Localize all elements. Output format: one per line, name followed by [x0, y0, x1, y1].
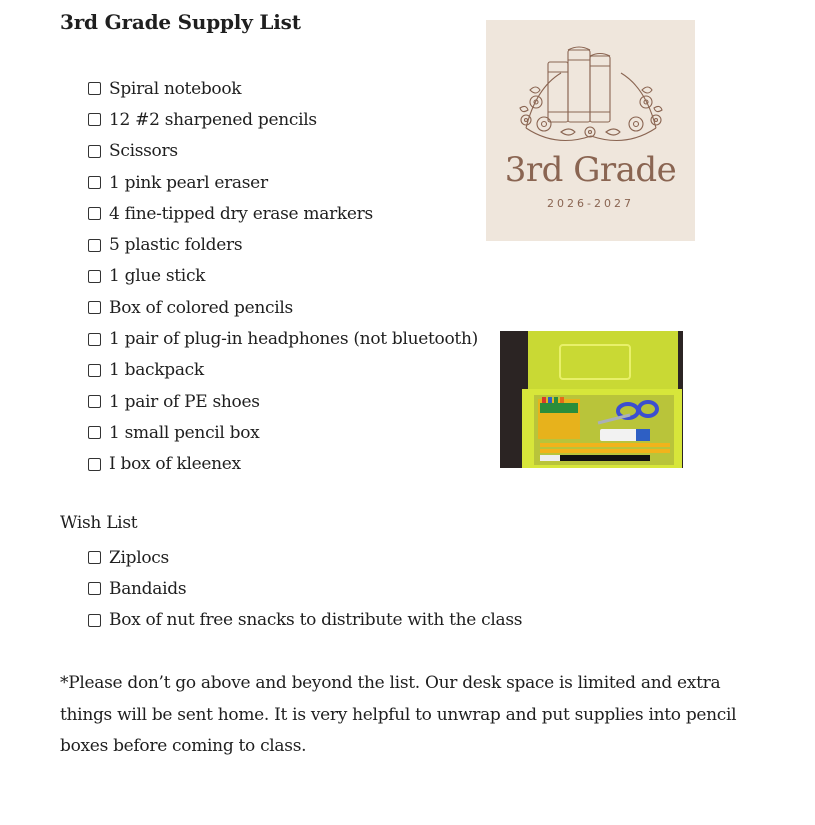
list-item	[88, 323, 478, 354]
checkbox[interactable]	[88, 176, 101, 189]
checkbox[interactable]	[88, 551, 101, 564]
item-label: Box of nut free snacks to distribute with the class	[109, 610, 523, 631]
checkbox[interactable]	[88, 82, 101, 95]
supply-list	[88, 73, 478, 480]
item-label: 12 #2 sharpened pencils	[109, 109, 317, 130]
item-label: 1 pair of PE shoes	[109, 391, 260, 412]
grade-badge-image	[486, 20, 695, 241]
checkbox[interactable]	[88, 333, 101, 346]
checkbox[interactable]	[88, 239, 101, 252]
checkbox[interactable]	[88, 270, 101, 283]
item-label: 1 pair of plug-in headphones (not bluetooth)	[109, 329, 478, 350]
pencil-box-illustration	[500, 331, 683, 468]
item-label: Bandaids	[109, 578, 187, 599]
list-item	[88, 542, 522, 573]
list-item	[88, 449, 478, 480]
list-item	[88, 605, 522, 636]
item-label: 1 small pencil box	[109, 422, 260, 443]
item-label: 1 pink pearl eraser	[109, 172, 268, 193]
item-label: 4 fine-tipped dry erase markers	[109, 203, 373, 224]
wish-list	[88, 542, 522, 636]
list-item	[88, 573, 522, 604]
item-label: 1 backpack	[109, 360, 204, 381]
checkbox[interactable]	[88, 364, 101, 377]
list-item	[88, 292, 478, 323]
checkbox[interactable]	[88, 395, 101, 408]
item-label: 5 plastic folders	[109, 235, 243, 256]
checkbox[interactable]	[88, 113, 101, 126]
pencil-box-photo	[500, 331, 683, 468]
item-label: 1 glue stick	[109, 266, 206, 287]
item-label: I box of kleenex	[109, 454, 241, 475]
wish-list-heading: Wish List	[60, 513, 138, 533]
list-item	[88, 198, 478, 229]
checkbox[interactable]	[88, 426, 101, 439]
checkbox[interactable]	[88, 614, 101, 627]
badge-years: 2026-2027	[547, 197, 634, 210]
list-item	[88, 355, 478, 386]
checkbox[interactable]	[88, 145, 101, 158]
list-item	[88, 386, 478, 417]
item-label: Scissors	[109, 141, 178, 162]
list-item	[88, 417, 478, 448]
list-item	[88, 229, 478, 260]
item-label: Ziplocs	[109, 547, 169, 568]
list-item	[88, 167, 478, 198]
checkbox[interactable]	[88, 301, 101, 314]
badge-title: 3rd Grade	[504, 150, 677, 190]
list-item	[88, 73, 478, 104]
list-item	[88, 261, 478, 292]
item-label: Spiral notebook	[109, 78, 242, 99]
note-paragraph: *Please don’t go above and beyond the list. Our desk space is limited and extra things will be sent home. It is very helpful to unwrap and put supplies into pencil boxes before coming to class.	[60, 673, 737, 756]
checkbox[interactable]	[88, 207, 101, 220]
item-label: Box of colored pencils	[109, 297, 293, 318]
page-title: 3rd Grade Supply List	[60, 10, 301, 34]
checkbox[interactable]	[88, 458, 101, 471]
list-item	[88, 104, 478, 135]
checkbox[interactable]	[88, 582, 101, 595]
list-item	[88, 136, 478, 167]
